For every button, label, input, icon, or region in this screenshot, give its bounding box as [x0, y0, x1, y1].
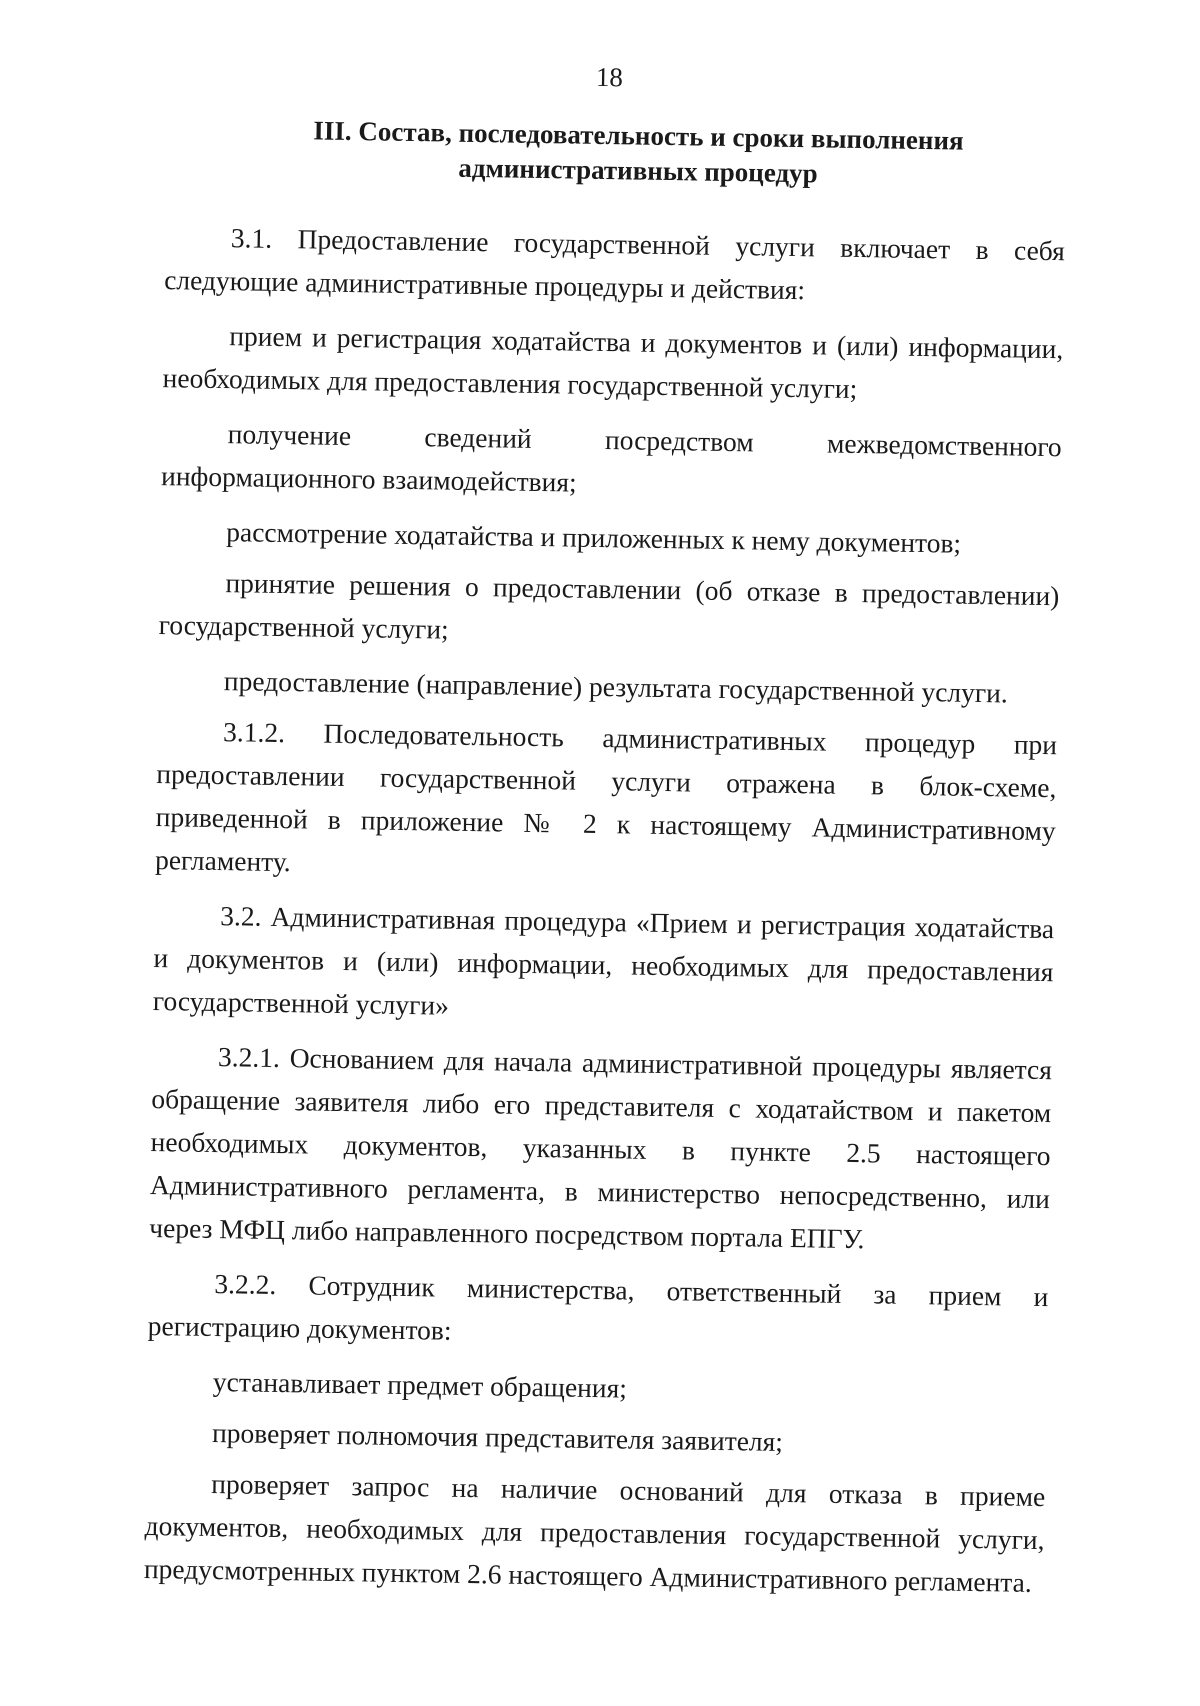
paragraph-item-grounds: проверяет запрос на наличие оснований для отказа в приеме документов, необходимых для предоставления государственной услуги, предусмотренных пунктом 2.6 настоящего Административного регламента.	[143, 1467, 1046, 1598]
paragraph-3-2-2: 3.2.2. Сотрудник министерства, ответственный за прием и регистрацию документов:	[147, 1268, 1049, 1346]
paragraph-item-authority: проверяет полномочия представителя заявителя;	[211, 1417, 784, 1457]
paragraph-item-result: предоставление (направление) результата государственной услуги.	[223, 665, 1009, 709]
page-number: 18	[595, 61, 624, 93]
paragraph-3-1: 3.1. Предоставление государственной услуги включает в себя следующие административные процедуры и действия:	[163, 222, 1066, 306]
paragraph-item-interagency: получение сведений посредством межведомственного информационного взаимодействия;	[160, 418, 1062, 498]
paragraph-item-decision: принятие решения о предоставлении (об отказе в предоставлении) государственной услуги;	[158, 567, 1060, 645]
section-title-line-2: административных процедур	[458, 152, 818, 189]
document-body	[143, 215, 1065, 1616]
section-title-line-1: III. Состав, последовательность и сроки выполнения	[313, 115, 964, 156]
paragraph-3-2-1: 3.2.1. Основанием для начала административной процедуры является обращение заявителя либо его представителя с ходатайством и пакетом необходимых документов, указанных в пункте 2.5 настоящего Административного регламента, в министерство непосредственно, или через МФЦ либо направленного посредством портала ЕПГУ.	[149, 1041, 1053, 1255]
section-title	[278, 113, 999, 194]
paragraph-item-subject: устанавливает предмет обращения;	[212, 1366, 628, 1404]
paragraph-3-1-2: 3.1.2. Последовательность административных процедур при предоставлении государственной услуги отражена в блок-схеме, приведенной в приложение № 2 к настоящему Административному регламенту.	[154, 716, 1058, 878]
paragraph-item-reception: прием и регистрация ходатайства и документов и (или) информации, необходимых для предоставления государственной услуги;	[162, 320, 1064, 405]
paragraph-3-2: 3.2. Административная процедура «Прием и регистрация ходатайства и документов и (или) информации, необходимых для предоставления государственной услуги»	[152, 900, 1055, 1021]
paragraph-item-review: рассмотрение ходатайства и приложенных к нему документов;	[226, 516, 962, 559]
